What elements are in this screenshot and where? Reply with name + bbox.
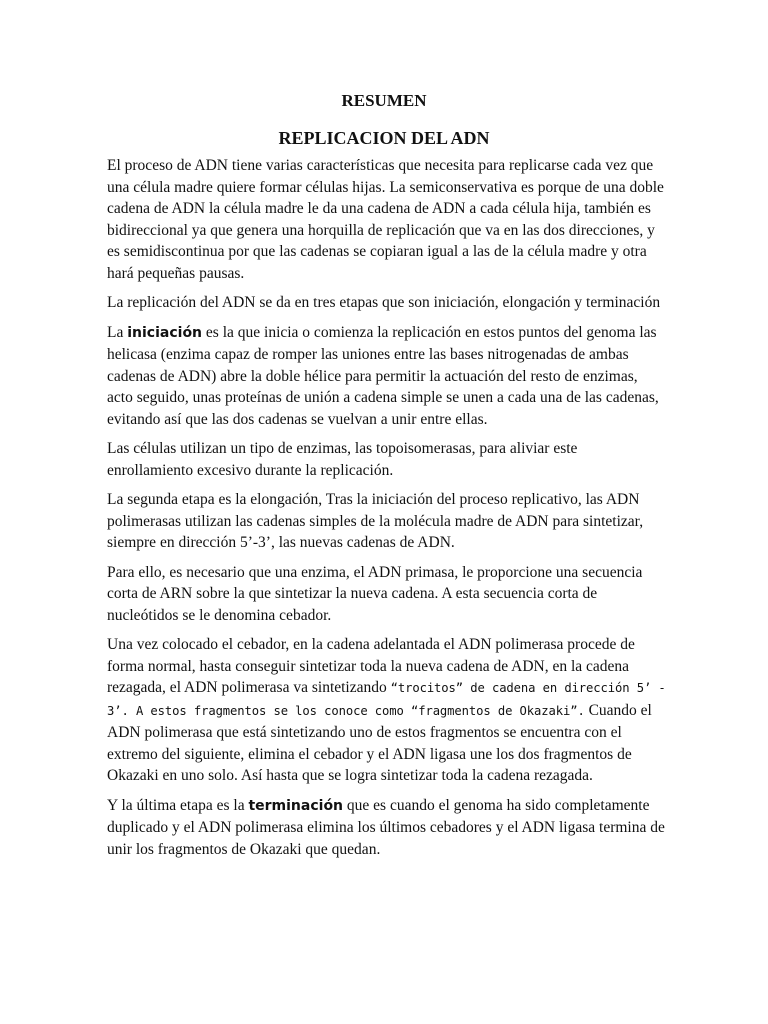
okazaki-fragment-text: “trocitos” de cadena en dirección 5’ - 3’. A estos fragmentos se los conoce como “fragmentos de Okazaki”.: [107, 681, 666, 718]
paragraph-termination: [107, 795, 667, 861]
termination-keyword: terminación: [248, 797, 344, 814]
document-heading: RESUMEN: [341, 91, 427, 110]
paragraph-topoisomerases: Las células utilizan un tipo de enzimas, las topoisomerasas, para aliviar este enrollamiento excesivo durante la replicación.: [107, 440, 578, 479]
paragraph-primase: Para ello, es necesario que una enzima, el ADN primasa, le proporcione una secuencia corta de ARN sobre la que sintetizar la nueva cadena. A esta secuencia corta de nucleótidos se le denomina cebador.: [107, 563, 643, 624]
paragraph-okazaki: [107, 634, 667, 787]
paragraph-intro: El proceso de ADN tiene varias características que necesita para replicarse cada vez que una célula madre quiere formar células hijas. La semiconservativa es porque de una doble cadena de ADN la célula madre le da una cadena de ADN a cada célula hija, también es bidireccional ya que genera una horquilla de replicación que va en las dos direcciones, y es semidiscontinua por que las cadenas se copiaran igual a las de la célula madre y otra hará pequeñas pausas.: [107, 157, 664, 282]
initiation-text-start: La: [107, 323, 128, 341]
okazaki-text-end: Cuando el ADN polimerasa que está sintetizando uno de estos fragmentos se encuentra con el extremo del siguiente, elimina el cebador y el ADN ligasa une los dos fragmentos de Okazaki en uno solo. Así hasta que se logra sintetizar toda la cadena rezagada.: [107, 701, 652, 784]
termination-text-start: Y la última etapa es la: [107, 796, 249, 814]
paragraph-elongation: La segunda etapa es la elongación, Tras la iniciación del proceso replicativo, las ADN polimerasas utilizan las cadenas simples de la molécula madre de ADN para sintetizar, siempre en dirección 5’-3’, las nuevas cadenas de ADN.: [107, 491, 644, 551]
document-title: REPLICACION DEL ADN: [278, 128, 490, 148]
title-block: [0, 88, 768, 151]
paragraph-initiation: [107, 322, 667, 431]
initiation-keyword: iniciación: [127, 324, 203, 341]
paragraph-stages: La replicación del ADN se da en tres etapas que son iniciación, elongación y terminación: [107, 294, 661, 311]
initiation-text-rest: es la que inicia o comienza la replicación en estos puntos del genoma las helicasa (enzima capaz de romper las uniones entre las bases nitrogenadas de ambas cadenas de ADN) abre la doble hélice para permitir la actuación del resto de enzimas, acto seguido, unas proteínas de unión a cadena simple se unen a cada una de las cadenas, evitando así que las dos cadenas se vuelvan a unir entre ellas.: [107, 323, 659, 428]
termination-text-rest: que es cuando el genoma ha sido completamente duplicado y el ADN polimerasa elimina los últimos cebadores y el ADN ligasa termina de unir los fragmentos de Okazaki que quedan.: [107, 796, 665, 858]
okazaki-text-start: Una vez colocado el cebador, en la cadena adelantada el ADN polimerasa procede de forma normal, hasta conseguir sintetizar toda la nueva cadena de ADN, en la cadena rezagada, el ADN polimerasa va sintetizando: [107, 636, 635, 696]
document-body: [107, 155, 667, 868]
